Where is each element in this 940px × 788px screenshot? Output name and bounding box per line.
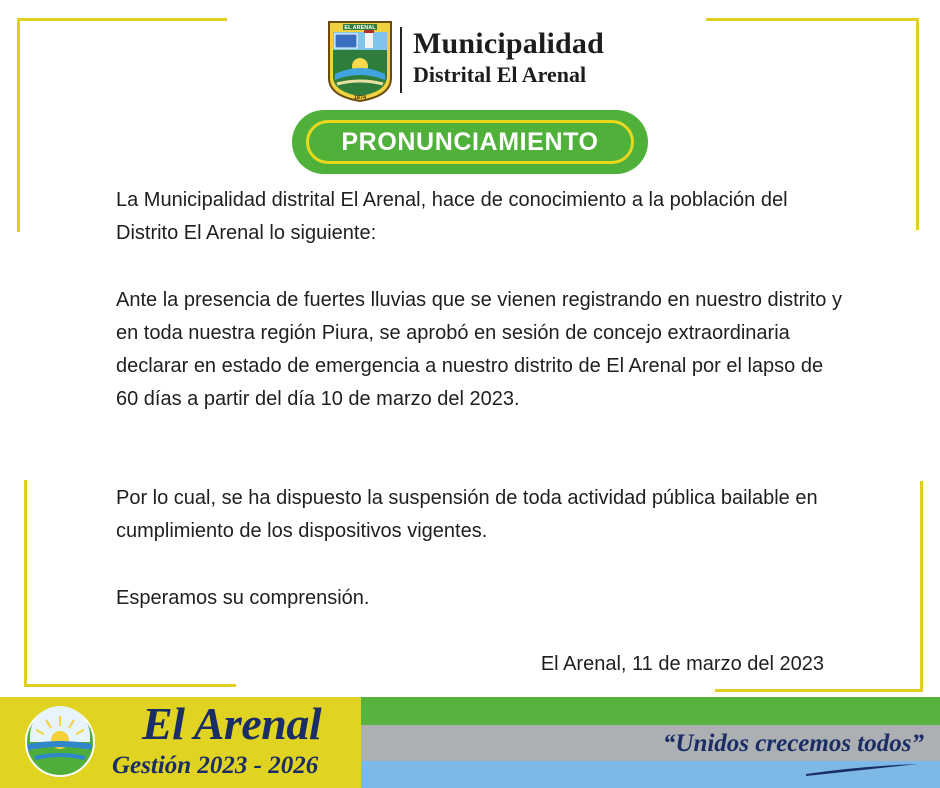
frame-top-left-horizontal	[17, 18, 227, 21]
footer-green-band	[361, 697, 940, 725]
frame-bottom-left-horizontal	[24, 684, 236, 687]
frame-bottom-right-horizontal	[715, 689, 923, 692]
date-signoff: El Arenal, 11 de marzo del 2023	[540, 653, 824, 675]
frame-bottom-right-vertical	[920, 481, 923, 692]
paragraph-suspension: Por lo cual, se ha dispuesto la suspensión de toda actividad pública bailable en cumplimiento de los dispositivos vigentes.	[116, 487, 818, 542]
footer-term: Gestión 2023 - 2026	[112, 752, 319, 779]
frame-bottom-left-vertical	[24, 480, 27, 687]
header-divider	[400, 27, 402, 93]
paragraph-emergency: Ante la presencia de fuertes lluvias que se vienen registrando en nuestro distrito y en toda nuestra región Piura, se aprobó en sesión de concejo extraordinaria declarar en estado de emergencia a nuestro distrito de El Arenal por el lapso de 60 días a partir del día 10 de marzo del 2023.	[116, 289, 842, 410]
slogan-underline-swoosh	[806, 764, 918, 776]
sun-river-emblem-icon	[24, 706, 96, 778]
title-badge-inner	[306, 120, 634, 164]
page-title: PRONUNCIAMIENTO	[341, 127, 599, 156]
crest-year: 1874	[353, 95, 367, 101]
footer-slogan: “Unidos crecemos todos”	[662, 730, 924, 757]
crest-top-text: EL ARENAL	[344, 25, 376, 31]
municipal-crest-icon	[327, 18, 393, 102]
municipality-name: Municipalidad	[413, 27, 604, 60]
frame-top-left-vertical	[17, 18, 20, 232]
frame-top-right-horizontal	[706, 18, 919, 21]
municipality-district: Distrital El Arenal	[413, 62, 587, 87]
paragraph-intro: La Municipalidad distrital El Arenal, hace de conocimiento a la población del Distrito El Arenal lo siguiente:	[116, 189, 788, 244]
footer-brand-name: El Arenal	[142, 698, 322, 749]
frame-top-right-vertical	[916, 18, 919, 230]
paragraph-closing: Esperamos su comprensión.	[116, 587, 370, 609]
